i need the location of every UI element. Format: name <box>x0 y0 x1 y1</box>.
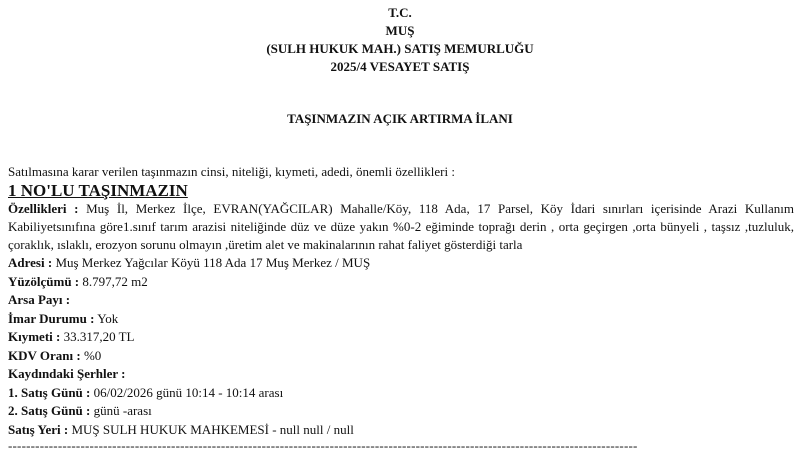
vat-label: KDV Oranı : <box>8 347 81 363</box>
header-case-number: 2025/4 VESAYET SATIŞ <box>330 59 470 74</box>
features-label: Özellikleri : <box>8 201 79 216</box>
land-share-label: Arsa Payı : <box>8 292 71 307</box>
appraised-value-label: Kıymeti : <box>8 329 61 344</box>
first-sale-value: 06/02/2026 günü 10:14 - 10:14 arası <box>93 384 284 400</box>
dashed-divider: ------------------------------------------------------------------------------------------------------------------------------------------- <box>8 438 638 453</box>
features-value: Muş İl, Merkez İlçe, EVRAN(YAĞCILAR) Mahalle/Köy, 118 Ada, 17 Parsel, Köy İdari sınırları içerisinde Arazi Kullanım Kabiliyetsınıfına göre1.sınıf tarım arazisi niteliğinde düz ve düze yakın %0-2 eğiminde toprağı derin , orta geçirgen ,orta bünyeli , taşsız ,tuzluluk, çoraklık, ıslaklı, erozyon sorunu olmayın ,üretim alet ve makinalarının rahat faliyet gösterdiği tarla <box>8 201 795 252</box>
header-tc: T.C. <box>388 5 412 20</box>
sale-place-label: Satış Yeri : <box>8 421 69 437</box>
second-sale-value: günü -arası <box>93 403 152 418</box>
property-heading: 1 NO'LU TAŞINMAZIN <box>8 181 188 200</box>
first-sale-label: 1. Satış Günü : <box>8 384 91 400</box>
vat-row <box>8 347 794 366</box>
page-title: TAŞINMAZIN AÇIK ARTIRMA İLANI <box>287 111 513 126</box>
first-sale-row <box>8 384 794 403</box>
sale-place-value: MUŞ SULH HUKUK MAHKEMESİ - null null / null <box>71 421 354 437</box>
zoning-row <box>8 310 794 329</box>
header-office: (SULH HUKUK MAH.) SATIŞ MEMURLUĞU <box>266 41 534 56</box>
appraised-value-value: 33.317,20 TL <box>63 329 135 344</box>
second-sale-row <box>8 402 794 421</box>
appraised-value-row <box>8 328 794 347</box>
area-label: Yüzölçümü : <box>8 273 80 289</box>
sale-place-row <box>8 421 794 440</box>
second-sale-label: 2. Satış Günü : <box>8 403 91 418</box>
area-value: 8.797,72 m2 <box>82 273 148 289</box>
document-header <box>0 4 800 76</box>
document-body <box>8 163 794 453</box>
records-row <box>8 365 794 384</box>
vat-value: %0 <box>83 347 102 363</box>
land-share-row <box>8 291 794 310</box>
zoning-value: Yok <box>97 310 119 326</box>
zoning-label: İmar Durumu : <box>8 310 95 326</box>
address-label: Adresi : <box>8 255 53 270</box>
address-value: Muş Merkez Yağcılar Köyü 118 Ada 17 Muş Merkez / MUŞ <box>55 255 371 270</box>
area-row <box>8 273 794 292</box>
address-row <box>8 254 794 273</box>
records-label: Kaydındaki Şerhler : <box>8 366 126 381</box>
header-city: MUŞ <box>385 23 415 38</box>
intro-text: Satılmasına karar verilen taşınmazın cinsi, niteliği, kıymeti, adedi, önemli özellikleri : <box>8 164 455 179</box>
features-row <box>8 200 794 254</box>
